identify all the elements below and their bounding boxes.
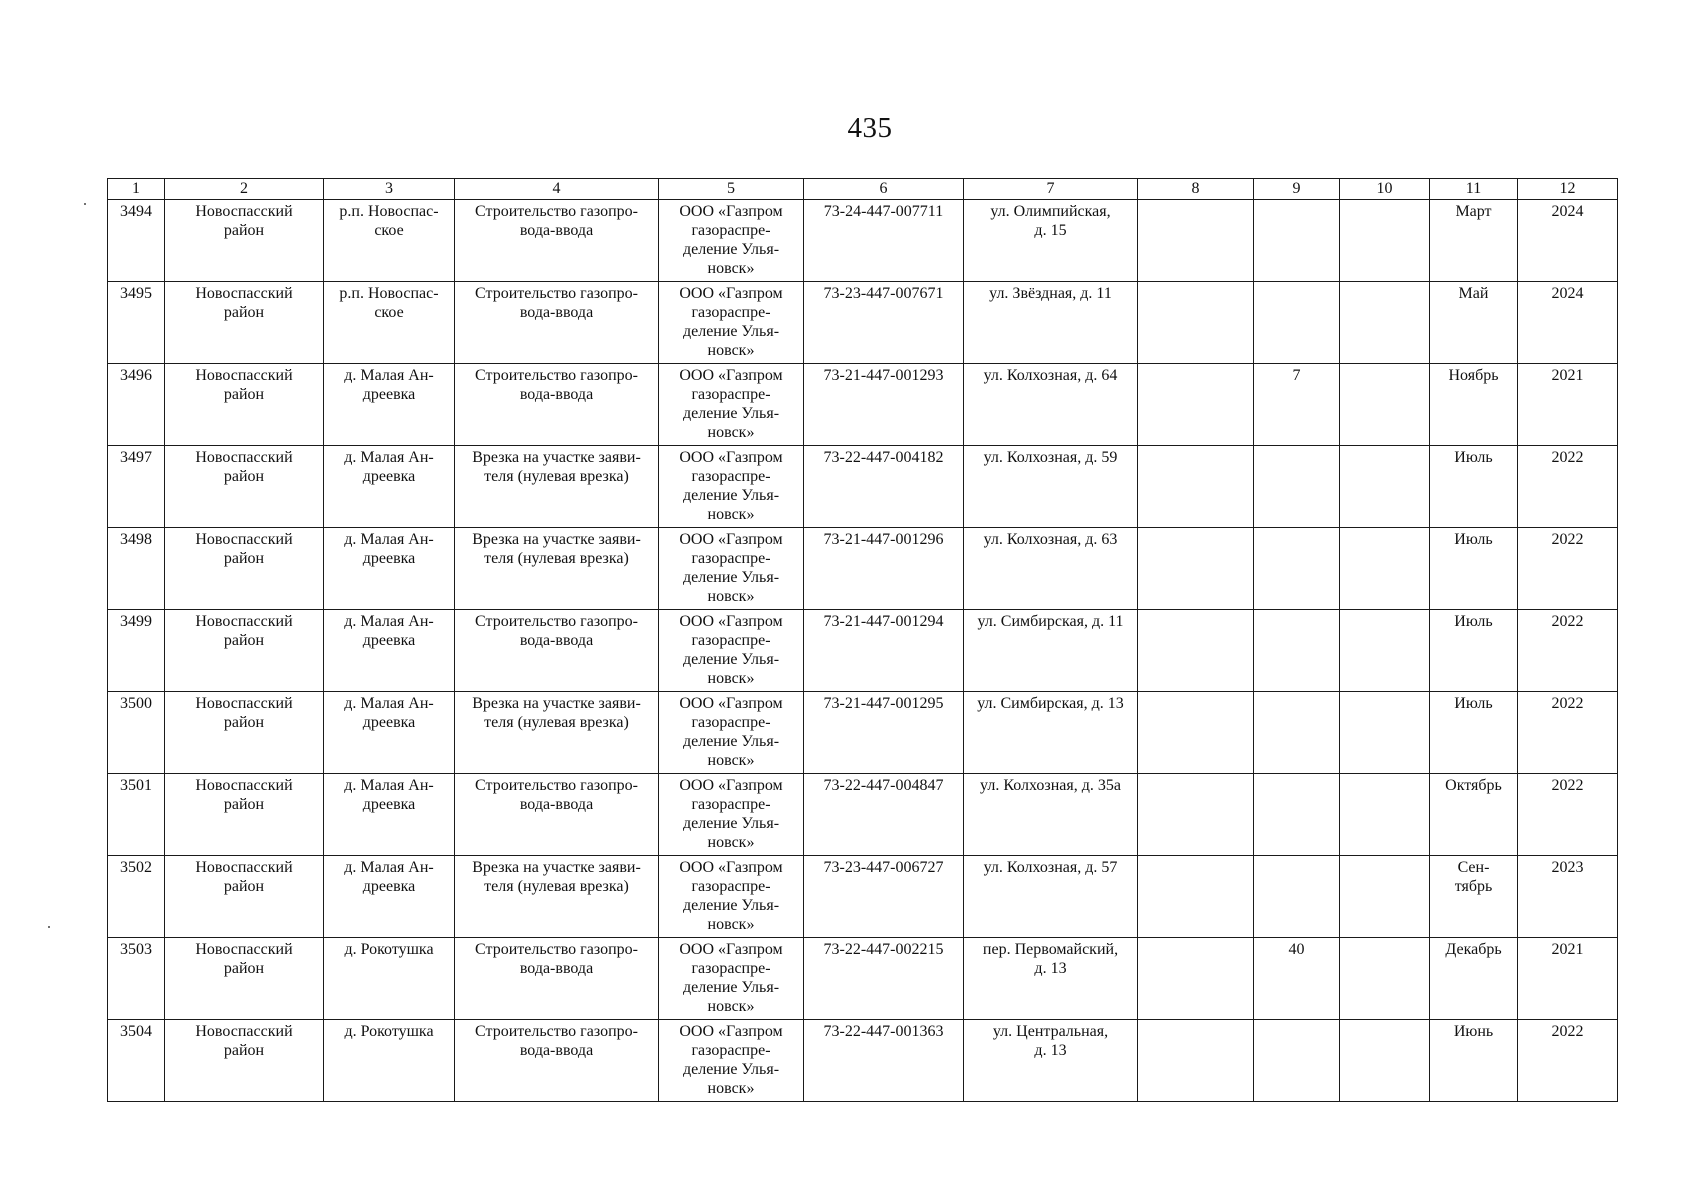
year-cell: 2022 <box>1518 692 1618 774</box>
settlement-cell: д. Рокотушка <box>324 1020 455 1102</box>
work-type-cell: Врезка на участке заяви- теля (нулевая врезка) <box>455 856 659 938</box>
column-9-cell <box>1254 446 1340 528</box>
column-9-cell <box>1254 692 1340 774</box>
settlement-cell: д. Малая Ан- дреевка <box>324 774 455 856</box>
month-cell: Июль <box>1430 692 1518 774</box>
address-cell: ул. Симбирская, д. 11 <box>964 610 1138 692</box>
row-number: 3495 <box>108 282 165 364</box>
object-code-cell: 73-21-447-001293 <box>804 364 964 446</box>
settlement-cell: д. Малая Ан- дреевка <box>324 856 455 938</box>
month-cell: Июль <box>1430 610 1518 692</box>
object-code-cell: 73-22-447-004182 <box>804 446 964 528</box>
column-9-cell: 7 <box>1254 364 1340 446</box>
year-cell: 2023 <box>1518 856 1618 938</box>
column-10-cell <box>1340 856 1430 938</box>
column-header-1: 1 <box>108 179 165 200</box>
organization-cell: ООО «Газпром газораспре- деление Улья- новск» <box>659 774 804 856</box>
table-row <box>108 774 1618 856</box>
row-number: 3497 <box>108 446 165 528</box>
work-type-cell: Врезка на участке заяви- теля (нулевая врезка) <box>455 692 659 774</box>
address-cell: ул. Колхозная, д. 64 <box>964 364 1138 446</box>
address-cell: ул. Олимпийская, д. 15 <box>964 200 1138 282</box>
month-cell: Май <box>1430 282 1518 364</box>
district-cell: Новоспасский район <box>165 610 324 692</box>
table-row <box>108 856 1618 938</box>
year-cell: 2021 <box>1518 938 1618 1020</box>
column-9-cell <box>1254 200 1340 282</box>
month-cell: Декабрь <box>1430 938 1518 1020</box>
district-cell: Новоспасский район <box>165 528 324 610</box>
table-row <box>108 692 1618 774</box>
column-10-cell <box>1340 282 1430 364</box>
district-cell: Новоспасский район <box>165 200 324 282</box>
object-code-cell: 73-24-447-007711 <box>804 200 964 282</box>
work-type-cell: Врезка на участке заяви- теля (нулевая врезка) <box>455 446 659 528</box>
column-10-cell <box>1340 692 1430 774</box>
object-code-cell: 73-22-447-002215 <box>804 938 964 1020</box>
month-cell: Март <box>1430 200 1518 282</box>
settlement-cell: д. Малая Ан- дреевка <box>324 610 455 692</box>
table-row <box>108 528 1618 610</box>
column-8-cell <box>1138 528 1254 610</box>
settlement-cell: р.п. Новоспас- ское <box>324 282 455 364</box>
column-header-4: 4 <box>455 179 659 200</box>
organization-cell: ООО «Газпром газораспре- деление Улья- новск» <box>659 938 804 1020</box>
column-header-10: 10 <box>1340 179 1430 200</box>
column-9-cell <box>1254 774 1340 856</box>
table-row <box>108 200 1618 282</box>
column-8-cell <box>1138 282 1254 364</box>
month-cell: Июль <box>1430 446 1518 528</box>
column-10-cell <box>1340 528 1430 610</box>
column-10-cell <box>1340 938 1430 1020</box>
column-header-12: 12 <box>1518 179 1618 200</box>
month-cell: Октябрь <box>1430 774 1518 856</box>
district-cell: Новоспасский район <box>165 1020 324 1102</box>
column-header-9: 9 <box>1254 179 1340 200</box>
month-cell: Июль <box>1430 528 1518 610</box>
column-header-7: 7 <box>964 179 1138 200</box>
column-10-cell <box>1340 610 1430 692</box>
column-10-cell <box>1340 446 1430 528</box>
row-number: 3498 <box>108 528 165 610</box>
address-cell: ул. Симбирская, д. 13 <box>964 692 1138 774</box>
scan-speck <box>48 926 50 928</box>
column-10-cell <box>1340 364 1430 446</box>
column-9-cell <box>1254 528 1340 610</box>
table-row <box>108 282 1618 364</box>
address-cell: ул. Колхозная, д. 57 <box>964 856 1138 938</box>
settlement-cell: д. Рокотушка <box>324 938 455 1020</box>
column-header-2: 2 <box>165 179 324 200</box>
column-8-cell <box>1138 938 1254 1020</box>
row-number: 3501 <box>108 774 165 856</box>
column-10-cell <box>1340 200 1430 282</box>
settlement-cell: р.п. Новоспас- ское <box>324 200 455 282</box>
column-9-cell <box>1254 282 1340 364</box>
table-row <box>108 1020 1618 1102</box>
organization-cell: ООО «Газпром газораспре- деление Улья- новск» <box>659 282 804 364</box>
table-row <box>108 938 1618 1020</box>
scan-speck <box>84 203 86 205</box>
work-type-cell: Строительство газопро- вода-ввода <box>455 1020 659 1102</box>
year-cell: 2022 <box>1518 774 1618 856</box>
organization-cell: ООО «Газпром газораспре- деление Улья- новск» <box>659 446 804 528</box>
district-cell: Новоспасский район <box>165 774 324 856</box>
work-type-cell: Строительство газопро- вода-ввода <box>455 774 659 856</box>
column-9-cell <box>1254 610 1340 692</box>
year-cell: 2022 <box>1518 1020 1618 1102</box>
month-cell: Ноябрь <box>1430 364 1518 446</box>
row-number: 3502 <box>108 856 165 938</box>
column-header-5: 5 <box>659 179 804 200</box>
settlement-cell: д. Малая Ан- дреевка <box>324 364 455 446</box>
organization-cell: ООО «Газпром газораспре- деление Улья- новск» <box>659 364 804 446</box>
year-cell: 2022 <box>1518 610 1618 692</box>
table-row <box>108 610 1618 692</box>
organization-cell: ООО «Газпром газораспре- деление Улья- новск» <box>659 856 804 938</box>
column-10-cell <box>1340 1020 1430 1102</box>
row-number: 3503 <box>108 938 165 1020</box>
column-header-6: 6 <box>804 179 964 200</box>
district-cell: Новоспасский район <box>165 856 324 938</box>
page-number: 435 <box>847 112 893 144</box>
district-cell: Новоспасский район <box>165 282 324 364</box>
address-cell: ул. Колхозная, д. 35а <box>964 774 1138 856</box>
column-8-cell <box>1138 856 1254 938</box>
registry-table <box>107 178 1618 1102</box>
column-8-cell <box>1138 446 1254 528</box>
column-8-cell <box>1138 1020 1254 1102</box>
column-8-cell <box>1138 364 1254 446</box>
column-10-cell <box>1340 774 1430 856</box>
work-type-cell: Строительство газопро- вода-ввода <box>455 610 659 692</box>
column-8-cell <box>1138 774 1254 856</box>
row-number: 3500 <box>108 692 165 774</box>
address-cell: ул. Колхозная, д. 59 <box>964 446 1138 528</box>
organization-cell: ООО «Газпром газораспре- деление Улья- новск» <box>659 1020 804 1102</box>
district-cell: Новоспасский район <box>165 692 324 774</box>
year-cell: 2022 <box>1518 528 1618 610</box>
row-number: 3496 <box>108 364 165 446</box>
column-9-cell <box>1254 1020 1340 1102</box>
work-type-cell: Строительство газопро- вода-ввода <box>455 364 659 446</box>
work-type-cell: Строительство газопро- вода-ввода <box>455 200 659 282</box>
row-number: 3494 <box>108 200 165 282</box>
month-cell: Июнь <box>1430 1020 1518 1102</box>
address-cell: ул. Колхозная, д. 63 <box>964 528 1138 610</box>
header-row <box>108 179 1618 200</box>
row-number: 3504 <box>108 1020 165 1102</box>
organization-cell: ООО «Газпром газораспре- деление Улья- новск» <box>659 528 804 610</box>
district-cell: Новоспасский район <box>165 938 324 1020</box>
column-header-8: 8 <box>1138 179 1254 200</box>
year-cell: 2024 <box>1518 282 1618 364</box>
column-8-cell <box>1138 200 1254 282</box>
column-8-cell <box>1138 692 1254 774</box>
column-8-cell <box>1138 610 1254 692</box>
object-code-cell: 73-21-447-001296 <box>804 528 964 610</box>
address-cell: пер. Первомайский, д. 13 <box>964 938 1138 1020</box>
organization-cell: ООО «Газпром газораспре- деление Улья- новск» <box>659 610 804 692</box>
column-header-11: 11 <box>1430 179 1518 200</box>
object-code-cell: 73-21-447-001294 <box>804 610 964 692</box>
year-cell: 2024 <box>1518 200 1618 282</box>
work-type-cell: Врезка на участке заяви- теля (нулевая врезка) <box>455 528 659 610</box>
table-row <box>108 364 1618 446</box>
column-9-cell <box>1254 856 1340 938</box>
work-type-cell: Строительство газопро- вода-ввода <box>455 282 659 364</box>
year-cell: 2021 <box>1518 364 1618 446</box>
address-cell: ул. Центральная, д. 13 <box>964 1020 1138 1102</box>
object-code-cell: 73-21-447-001295 <box>804 692 964 774</box>
settlement-cell: д. Малая Ан- дреевка <box>324 528 455 610</box>
row-number: 3499 <box>108 610 165 692</box>
column-header-3: 3 <box>324 179 455 200</box>
work-type-cell: Строительство газопро- вода-ввода <box>455 938 659 1020</box>
address-cell: ул. Звёздная, д. 11 <box>964 282 1138 364</box>
object-code-cell: 73-23-447-007671 <box>804 282 964 364</box>
district-cell: Новоспасский район <box>165 446 324 528</box>
settlement-cell: д. Малая Ан- дреевка <box>324 446 455 528</box>
table-body <box>108 200 1618 1102</box>
object-code-cell: 73-22-447-004847 <box>804 774 964 856</box>
object-code-cell: 73-22-447-001363 <box>804 1020 964 1102</box>
organization-cell: ООО «Газпром газораспре- деление Улья- новск» <box>659 692 804 774</box>
object-code-cell: 73-23-447-006727 <box>804 856 964 938</box>
year-cell: 2022 <box>1518 446 1618 528</box>
organization-cell: ООО «Газпром газораспре- деление Улья- новск» <box>659 200 804 282</box>
column-9-cell: 40 <box>1254 938 1340 1020</box>
table-row <box>108 446 1618 528</box>
district-cell: Новоспасский район <box>165 364 324 446</box>
month-cell: Сен- тябрь <box>1430 856 1518 938</box>
settlement-cell: д. Малая Ан- дреевка <box>324 692 455 774</box>
